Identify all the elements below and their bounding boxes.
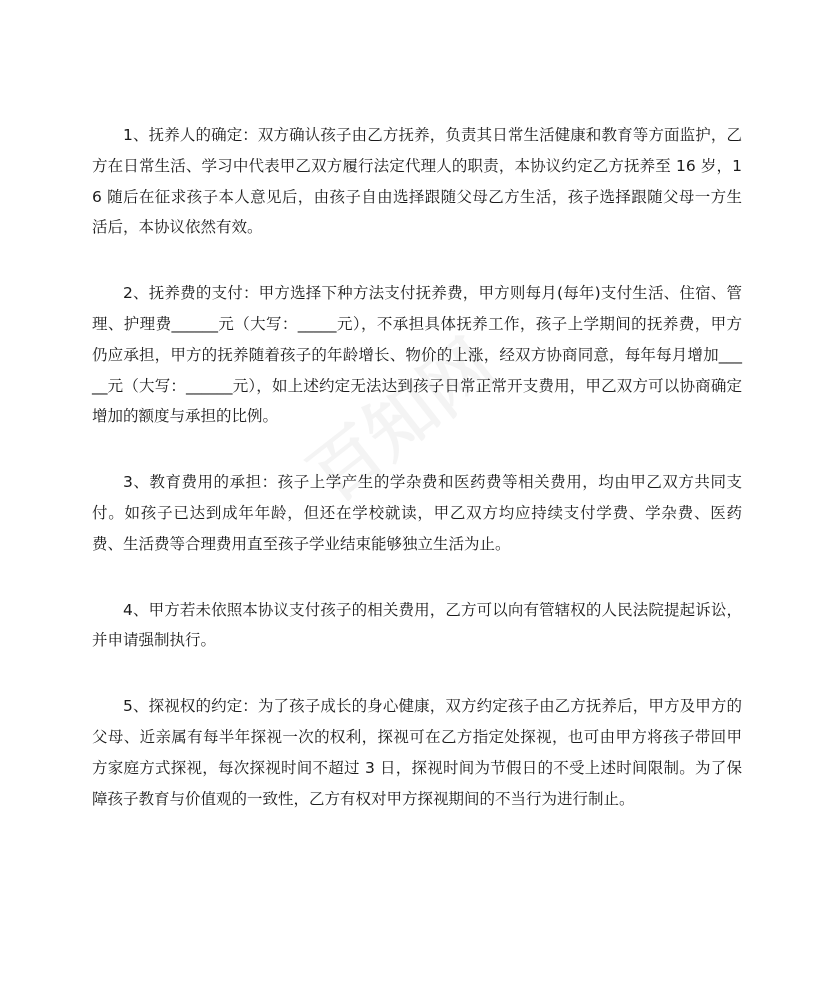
paragraph-education-costs: 3、教育费用的承担：孩子上学产生的学杂费和医药费等相关费用，均由甲乙双方共同支付。如孩子已达到成年年龄，但还在学校就读，甲乙双方均应持续支付学费、学杂费、医药费、生活费等合理费用直至孩子学业结束能够独立生活为止。 xyxy=(92,473,742,553)
paragraph-visitation: 5、探视权的约定：为了孩子成长的身心健康，双方约定孩子由乙方抚养后，甲方及甲方的父母、近亲属有每半年探视一次的权利，探视可在乙方指定处探视，也可由甲方将孩子带回甲方家庭方式探视，每次探视时间不超过 3 日，探视时间为节假日的不受上述时间限制。为了保障孩子教育与价值观的一致性，乙方有权对甲方探视期间的不当行为进行制止。 xyxy=(92,697,742,808)
paragraph-support-payment: 2、抚养费的支付：甲方选择下种方法支付抚养费，甲方则每月(每年)支付生活、住宿、管理、护理费______元（大写：_____元），不承担具体抚养工作，孩子上学期间的抚养费，甲方仍应承担，甲方的抚养随着孩子的年龄增长、物价的上涨，经双方协商同意，每年每月增加_____元（大写：______元），如上述约定无法达到孩子日常正常开支费用，甲乙双方可以协商确定增加的额度与承担的比例。 xyxy=(92,284,742,426)
document-body xyxy=(92,120,742,849)
paragraph-enforcement: 4、甲方若未依照本协议支付孩子的相关费用，乙方可以向有管辖权的人民法院提起诉讼，并申请强制执行。 xyxy=(92,600,742,650)
paragraph-custody: 1、抚养人的确定：双方确认孩子由乙方抚养，负责其日常生活健康和教育等方面监护，乙方在日常生活、学习中代表甲乙双方履行法定代理人的职责，本协议约定乙方抚养至 16 岁，16 随后在征求孩子本人意见后，由孩子自由选择跟随父母乙方生活，孩子选择跟随父母一方生活后，本协议依然有效。 xyxy=(92,126,742,237)
